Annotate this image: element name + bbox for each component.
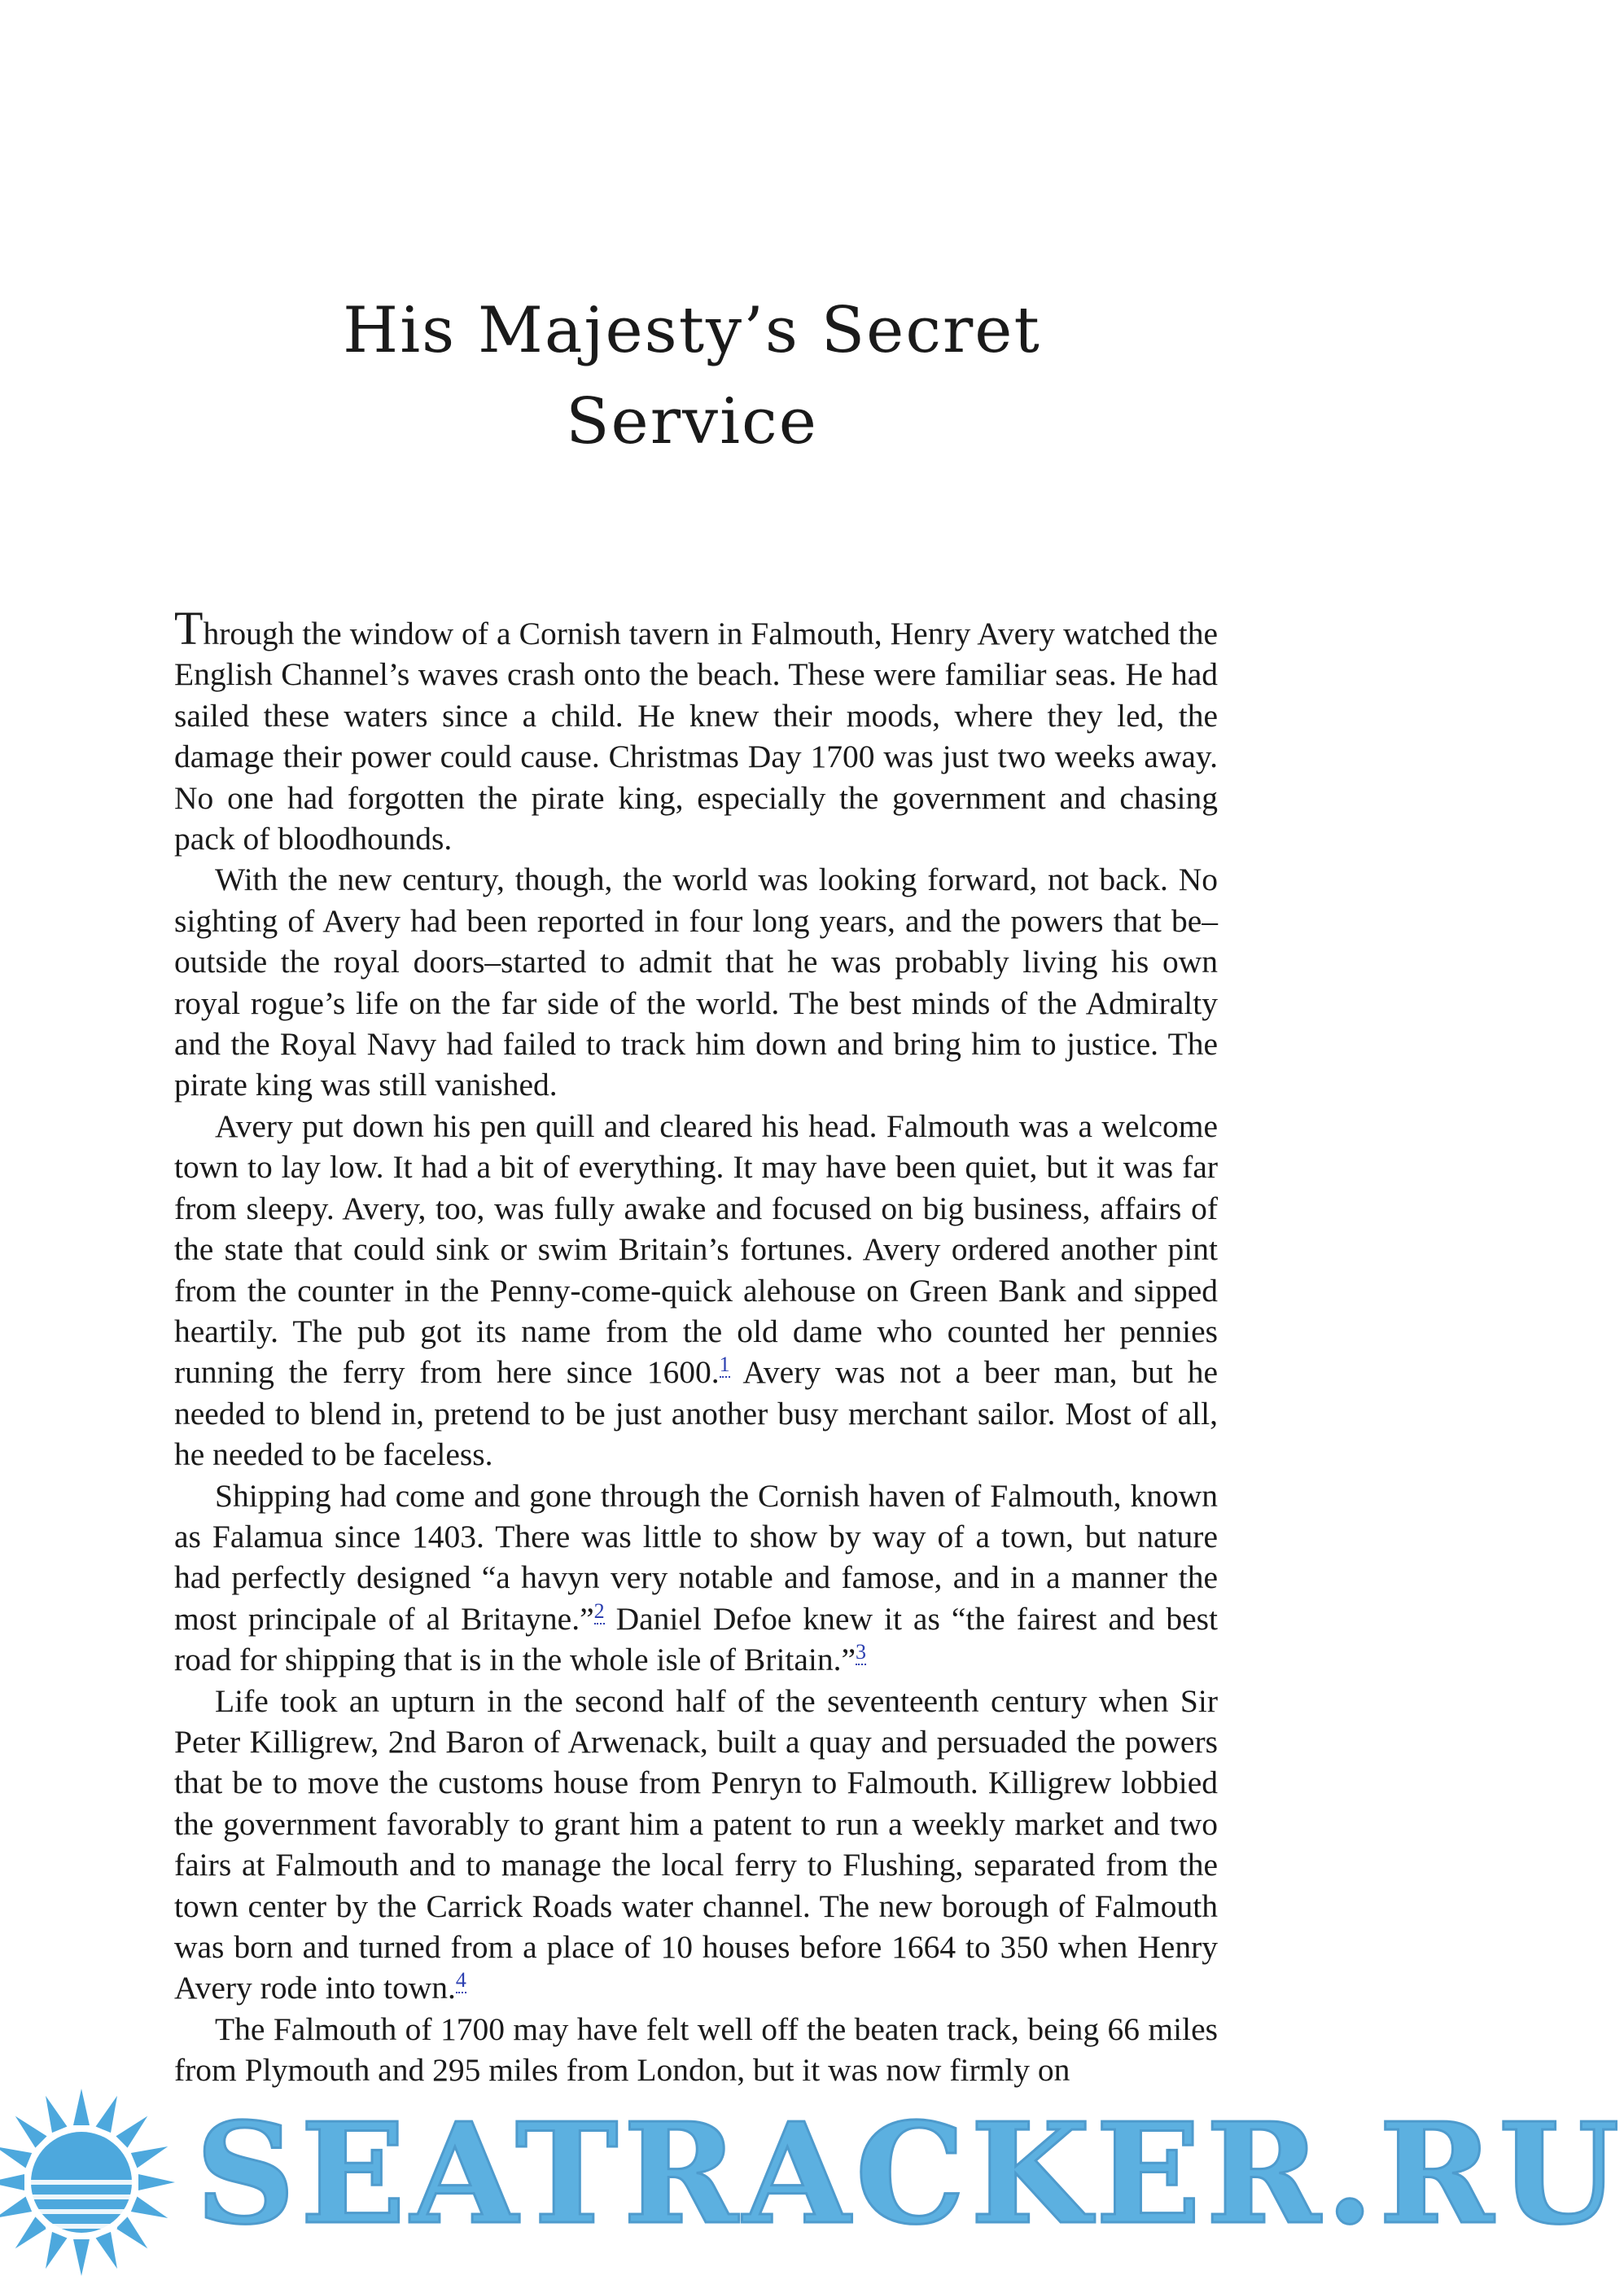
footnote-link-1[interactable]: 1	[719, 1353, 730, 1377]
paragraph-2-text: With the new century, though, the world was looking forward, not back. No sighting of Avery had been reported in four long years, and the powers that be–outside the royal doors–started to admit that he was probably living his own royal rogue’s life on the far side of the world. The best minds of the Admiralty and the Royal Navy had failed to track him down and bring him to justice. The pirate king was still vanished.	[174, 862, 1218, 1103]
footnote-link-2[interactable]: 2	[593, 1598, 605, 1623]
paragraph-4	[174, 1475, 1218, 1681]
watermark-text: SEATRACKER.RU	[195, 2093, 1624, 2256]
watermark	[0, 2060, 1624, 2280]
drop-cap: T	[174, 602, 204, 655]
chapter-title-line-1: His Majesty’s Secret	[343, 294, 1041, 367]
paragraph-4-text-a: Shipping had come and gone through the Cornish haven of Falmouth, known as Falamua since 1403. There was little to show by way of a town, but nature had perfectly designed “a havyn very notable and famose, and in a manner the most principale of al Britayne.”	[174, 1477, 1218, 1637]
paragraph-2	[174, 859, 1218, 1105]
sun-burst-icon	[0, 2060, 195, 2280]
chapter-title-line-2: Service	[566, 385, 818, 458]
paragraph-4-text-b: Daniel Defoe knew it as “the fairest and best road for shipping that is in the whole isle of Britain.”	[174, 1600, 1218, 1678]
paragraph-3-text-a: Avery put down his pen quill and cleared his head. Falmouth was a welcome town to lay low. It had a bit of everything. It may have been quiet, but it was far from sleepy. Avery, too, was fully awake and focused on big business, affairs of the state that could sink or swim Britain’s fortunes. Avery ordered another pint from the counter in the Penny-come-quick alehouse on Green Bank and sipped heartily. The pub got its name from the old dame who counted her pennies running the ferry from here since 1600.	[174, 1107, 1218, 1391]
paragraph-1-text: hrough the window of a Cornish tavern in Falmouth, Henry Avery watched the English Channel’s waves crash onto the beach. These were familiar seas. He had sailed these waters since a child. He knew their moods, where they led, the damage their power could cause. Christmas Day 1700 was just two weeks away. No one had forgotten the pirate king, especially the government and chasing pack of bloodhounds.	[174, 616, 1218, 857]
footnote-link-4[interactable]: 4	[455, 1968, 466, 1993]
paragraph-6-text: The Falmouth of 1700 may have felt well off the beaten track, being 66 miles from Plymouth and 295 miles from London, but it was now firmly on	[174, 2010, 1218, 2089]
footnote-link-3[interactable]: 3	[856, 1640, 867, 1664]
paragraph-1	[174, 602, 1218, 859]
paragraph-3	[174, 1106, 1218, 1475]
paragraph-5	[174, 1681, 1218, 2009]
chapter-body	[174, 602, 1218, 2091]
paragraph-5-text: Life took an upturn in the second half of the seventeenth century when Sir Peter Killigrew, 2nd Baron of Arwenack, built a quay and persuaded the powers that be to move the customs house from Penryn to Falmouth. Killigrew lobbied the government favorably to grant him a patent to run a weekly market and two fairs at Falmouth and to manage the local ferry to Flushing, separated from the town center by the Carrick Roads water channel. The new borough of Falmouth was born and turned from a place of 10 houses before 1664 to 350 when Henry Avery rode into town.	[174, 1682, 1218, 2006]
chapter-title	[0, 285, 1384, 467]
paragraph-3-text-b: Avery was not a beer man, but he needed to blend in, pretend to be just another busy merchant sailor. Most of all, he needed to be faceless.	[174, 1354, 1218, 1473]
